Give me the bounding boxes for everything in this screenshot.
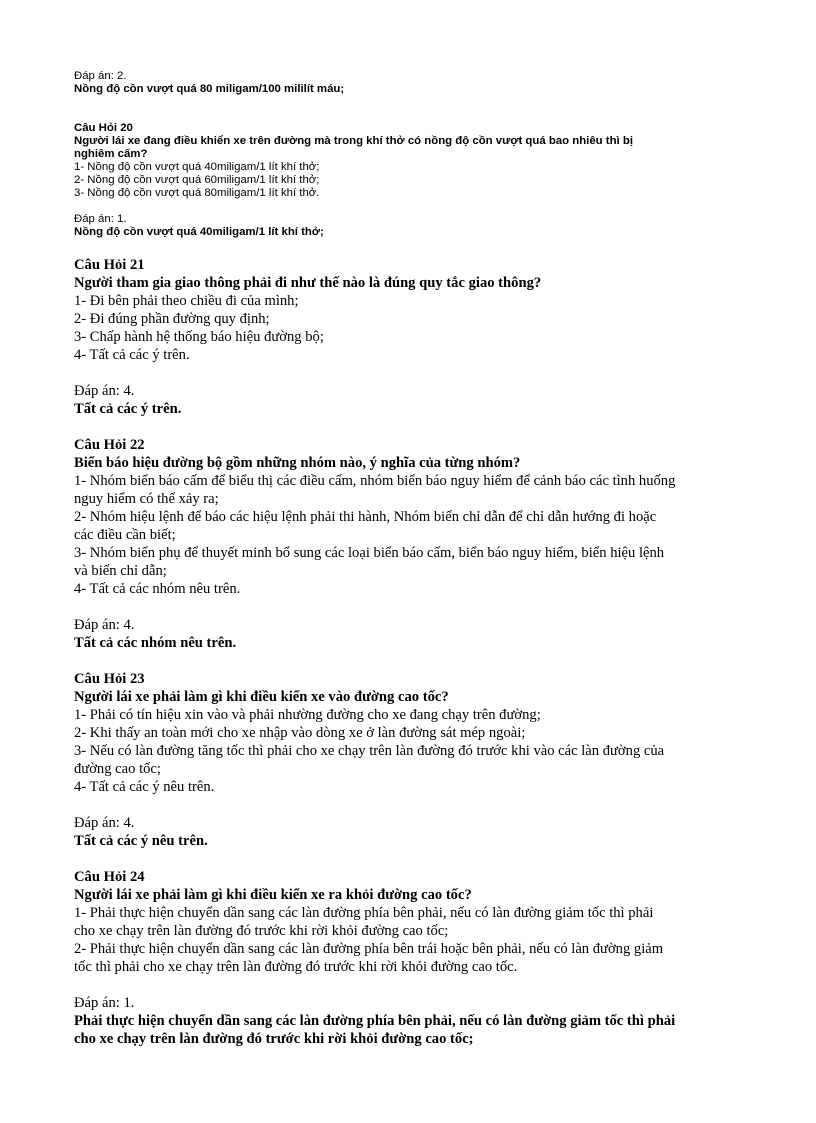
option-item: 3- Nồng độ cồn vượt quá 80miligam/1 lít khí thở. — [74, 187, 320, 199]
question-heading: Câu Hỏi 23 — [74, 671, 145, 687]
option-line: 1- Nhóm biển báo cấm để biểu thị các điều cấm, nhóm biển báo nguy hiểm để cảnh báo các tình huống — [74, 473, 676, 489]
option-line: nguy hiểm có thể xảy ra; — [74, 491, 219, 507]
answer-text: Nồng độ cồn vượt quá 80 miligam/100 mililít máu; — [74, 83, 345, 95]
answer-text: Phải thực hiện chuyển dần sang các làn đường phía bên phải, nếu có làn đường giảm tốc thì phải — [74, 1013, 676, 1029]
option-line: 1- Phải thực hiện chuyển dần sang các làn đường phía bên phải, nếu có làn đường giảm tốc thì phải — [74, 905, 654, 921]
option-line: các điều cần biết; — [74, 527, 176, 543]
option-line: 1- Phải có tín hiệu xin vào và phải nhường đường cho xe đang chạy trên đường; — [74, 707, 541, 723]
answer-text: Nồng độ cồn vượt quá 40miligam/1 lít khí thở; — [74, 226, 324, 238]
question-heading: Câu Hỏi 20 — [74, 122, 133, 134]
option-item: 4- Tất cả các ý trên. — [74, 347, 190, 363]
option-line: 4- Tất cả các ý nêu trên. — [74, 779, 215, 795]
answer-label: Đáp án: 1. — [74, 995, 135, 1011]
question-text: Người lái xe phải làm gì khi điều kiển xe vào đường cao tốc? — [74, 689, 449, 705]
question-20 — [74, 122, 754, 239]
question-text: Người tham gia giao thông phải đi như thế nào là đúng quy tắc giao thông? — [74, 275, 542, 291]
option-line: cho xe chạy trên làn đường đó trước khi rời khỏi đường cao tốc; — [74, 923, 449, 939]
question-21 — [74, 256, 754, 418]
option-item: 3- Chấp hành hệ thống báo hiệu đường bộ; — [74, 329, 324, 345]
question-heading: Câu Hỏi 21 — [74, 257, 145, 273]
question-text: Người lái xe phải làm gì khi điều kiển xe ra khỏi đường cao tốc? — [74, 887, 472, 903]
answer-label: Đáp án: 4. — [74, 383, 135, 399]
answer-label: Đáp án: 4. — [74, 617, 135, 633]
answer-label: Đáp án: 1. — [74, 213, 127, 225]
option-line: 4- Tất cả các nhóm nêu trên. — [74, 581, 241, 597]
question-22 — [74, 436, 754, 652]
option-line: tốc thì phải cho xe chạy trên làn đường đó trước khi rời khỏi đường cao tốc. — [74, 959, 518, 975]
option-item: 1- Nồng độ cồn vượt quá 40miligam/1 lít khí thở; — [74, 161, 320, 173]
option-item: 1- Đi bên phải theo chiều đi của mình; — [74, 293, 299, 309]
option-line: 2- Khi thấy an toàn mới cho xe nhập vào dòng xe ở làn đường sát mép ngoài; — [74, 725, 526, 741]
question-24 — [74, 868, 754, 1048]
option-line: đường cao tốc; — [74, 761, 161, 777]
option-line: 3- Nếu có làn đường tăng tốc thì phải cho xe chạy trên làn đường đó trước khi vào các làn đường của — [74, 743, 665, 759]
option-item: 2- Đi đúng phần đường quy định; — [74, 311, 270, 327]
document-page — [74, 70, 754, 1048]
question-text: nghiêm cấm? — [74, 148, 148, 160]
option-item: 2- Nồng độ cồn vượt quá 60miligam/1 lít khí thở; — [74, 174, 320, 186]
option-line: và biển chỉ dẫn; — [74, 563, 167, 579]
question-text: Người lái xe đang điều khiển xe trên đường mà trong khí thở có nồng độ cồn vượt quá bao nhiêu thì bị — [74, 135, 633, 147]
question-heading: Câu Hỏi 24 — [74, 869, 145, 885]
answer-text: Tất cả các ý trên. — [74, 401, 182, 417]
question-23 — [74, 670, 754, 850]
question-heading: Câu Hỏi 22 — [74, 437, 145, 453]
answer-text: Tất cả các nhóm nêu trên. — [74, 635, 237, 651]
question-text: Biển báo hiệu đường bộ gồm những nhóm nào, ý nghĩa của từng nhóm? — [74, 455, 521, 471]
option-line: 2- Nhóm hiệu lệnh để báo các hiệu lệnh phải thi hành, Nhóm biển chỉ dẫn để chỉ dẫn hướng đi hoặc — [74, 509, 657, 525]
answer-label: Đáp án: 2. — [74, 70, 127, 82]
answer-text: Tất cả các ý nêu trên. — [74, 833, 208, 849]
intro-block — [74, 70, 754, 96]
answer-text: cho xe chạy trên làn đường đó trước khi rời khỏi đường cao tốc; — [74, 1031, 474, 1047]
option-line: 2- Phải thực hiện chuyển dần sang các làn đường phía bên trái hoặc bên phải, nếu có làn đường giảm — [74, 941, 664, 957]
answer-label: Đáp án: 4. — [74, 815, 135, 831]
option-line: 3- Nhóm biển phụ để thuyết minh bổ sung các loại biển báo cấm, biển báo nguy hiểm, biển hiệu lệnh — [74, 545, 665, 561]
